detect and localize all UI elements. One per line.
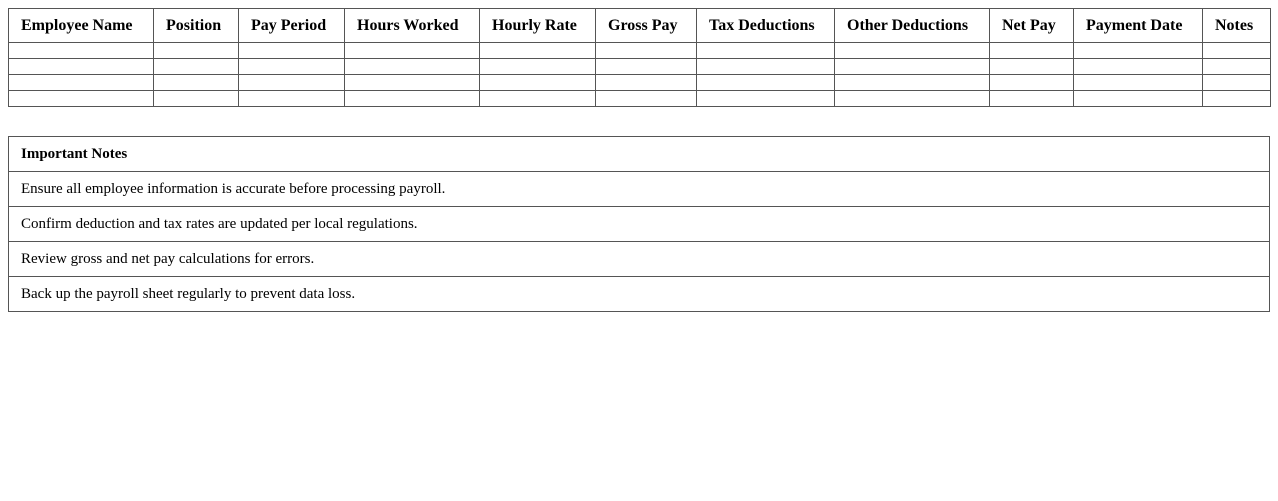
table-row [9, 43, 1271, 59]
table-cell[interactable] [1203, 59, 1271, 75]
table-cell[interactable] [990, 75, 1074, 91]
table-row [9, 59, 1271, 75]
table-cell[interactable] [9, 59, 154, 75]
table-cell[interactable] [596, 75, 697, 91]
column-header-hours-worked: Hours Worked [345, 9, 480, 43]
table-cell[interactable] [345, 75, 480, 91]
column-header-tax-deductions: Tax Deductions [697, 9, 835, 43]
table-cell[interactable] [480, 59, 596, 75]
note-row [9, 207, 1270, 242]
table-cell[interactable] [835, 43, 990, 59]
notes-heading-row [9, 137, 1270, 172]
table-cell[interactable] [697, 59, 835, 75]
column-header-position: Position [154, 9, 239, 43]
table-cell[interactable] [1074, 91, 1203, 107]
table-cell[interactable] [345, 59, 480, 75]
column-header-employee-name: Employee Name [9, 9, 154, 43]
table-cell[interactable] [835, 91, 990, 107]
table-cell[interactable] [596, 91, 697, 107]
table-cell[interactable] [990, 91, 1074, 107]
table-cell[interactable] [239, 59, 345, 75]
note-row [9, 242, 1270, 277]
table-cell[interactable] [697, 75, 835, 91]
note-item: Back up the payroll sheet regularly to prevent data loss. [9, 277, 1270, 312]
note-row [9, 172, 1270, 207]
column-header-gross-pay: Gross Pay [596, 9, 697, 43]
table-cell[interactable] [9, 43, 154, 59]
table-cell[interactable] [154, 75, 239, 91]
table-cell[interactable] [480, 43, 596, 59]
column-header-other-deductions: Other Deductions [835, 9, 990, 43]
table-row [9, 75, 1271, 91]
note-item: Confirm deduction and tax rates are updated per local regulations. [9, 207, 1270, 242]
table-cell[interactable] [1074, 59, 1203, 75]
note-item: Review gross and net pay calculations for errors. [9, 242, 1270, 277]
column-header-hourly-rate: Hourly Rate [480, 9, 596, 43]
table-row [9, 91, 1271, 107]
notes-heading: Important Notes [9, 137, 1270, 172]
table-cell[interactable] [239, 43, 345, 59]
table-cell[interactable] [990, 59, 1074, 75]
note-row [9, 277, 1270, 312]
table-cell[interactable] [239, 75, 345, 91]
table-cell[interactable] [480, 91, 596, 107]
column-header-notes: Notes [1203, 9, 1271, 43]
payroll-table [8, 8, 1271, 107]
table-cell[interactable] [835, 59, 990, 75]
table-cell[interactable] [480, 75, 596, 91]
header-row [9, 9, 1271, 43]
table-cell[interactable] [697, 43, 835, 59]
table-cell[interactable] [1203, 91, 1271, 107]
table-cell[interactable] [9, 75, 154, 91]
table-cell[interactable] [1074, 75, 1203, 91]
table-cell[interactable] [345, 91, 480, 107]
table-cell[interactable] [1203, 43, 1271, 59]
table-cell[interactable] [835, 75, 990, 91]
table-cell[interactable] [596, 43, 697, 59]
table-cell[interactable] [9, 91, 154, 107]
table-cell[interactable] [239, 91, 345, 107]
note-item: Ensure all employee information is accurate before processing payroll. [9, 172, 1270, 207]
table-cell[interactable] [154, 59, 239, 75]
table-cell[interactable] [990, 43, 1074, 59]
table-cell[interactable] [1074, 43, 1203, 59]
table-cell[interactable] [596, 59, 697, 75]
table-cell[interactable] [345, 43, 480, 59]
table-cell[interactable] [154, 43, 239, 59]
important-notes-table [8, 136, 1270, 312]
column-header-net-pay: Net Pay [990, 9, 1074, 43]
column-header-payment-date: Payment Date [1074, 9, 1203, 43]
table-cell[interactable] [154, 91, 239, 107]
column-header-pay-period: Pay Period [239, 9, 345, 43]
table-cell[interactable] [697, 91, 835, 107]
table-cell[interactable] [1203, 75, 1271, 91]
